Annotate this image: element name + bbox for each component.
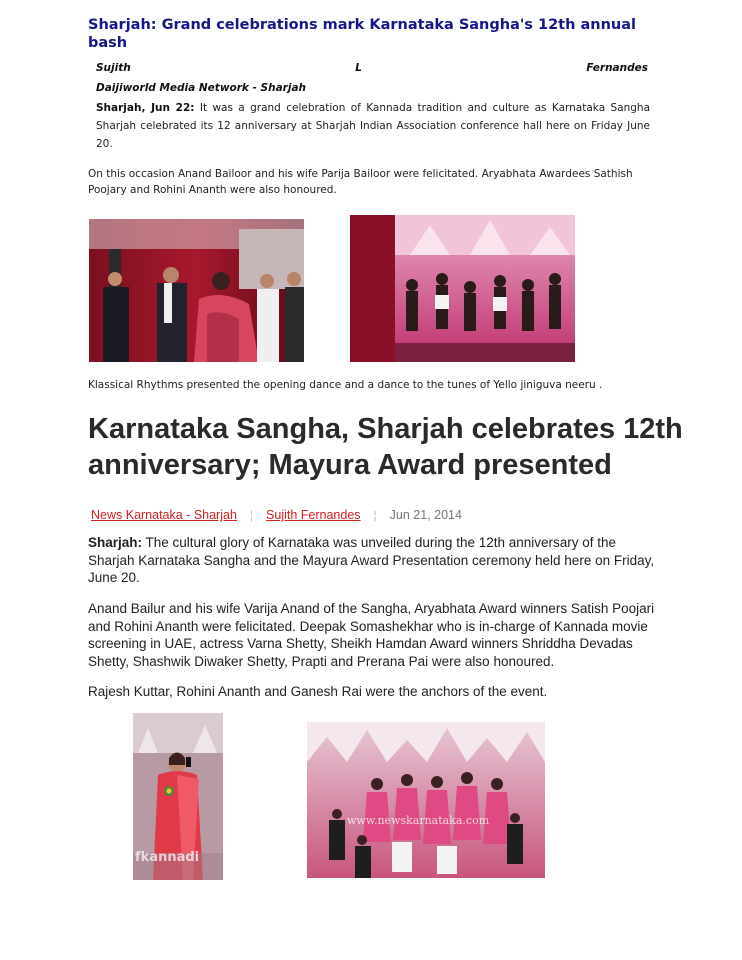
anchor-photo <box>133 713 223 880</box>
meta-separator: ¦ <box>373 508 377 522</box>
dance-stage-photo <box>350 215 575 362</box>
article1-lead-paragraph <box>96 99 650 153</box>
watermark-left: fkannadi <box>135 850 200 865</box>
author-link[interactable]: Sujith Fernandes <box>266 508 361 522</box>
group-dance-photo <box>307 722 545 878</box>
article2-paragraph-2: Anand Bailur and his wife Varija Anand of the Sangha, Aryabhata Award winners Satish Poojari and Rohini Ananth were felicitated. Deepak Somashekhar who is in-charge of Kannada movie screening in UAE, actress Varna Shetty, Sheikh Hamdan Award winners Shriddha Devadas Shetty, Shashwik Diwaker Shetty, Prapti and Prerana Pai were also honoured. <box>88 601 655 669</box>
article2-paragraph-3: Rajesh Kuttar, Rohini Ananth and Ganesh Rai were the anchors of the event. <box>88 684 548 699</box>
byline-last-name: Fernandes <box>586 62 648 74</box>
felicitation-photo <box>89 219 304 362</box>
source-link[interactable]: News Karnataka - Sharjah <box>91 508 237 522</box>
article1-byline <box>96 62 648 74</box>
article1-dateline: Sharjah, Jun 22: <box>96 102 195 114</box>
article1-network: Daijiworld Media Network - Sharjah <box>96 82 307 94</box>
byline-middle-initial: L <box>355 62 362 74</box>
article2-dateline: Sharjah: <box>88 535 143 550</box>
article1-lead-text: It was a grand celebration of Kannada tradition and culture as Karnataka Sangha Sharjah celebrated its 12 anniversary at Sharjah Indian Association conference hall here on Friday June 20. <box>96 102 651 150</box>
meta-separator: ¦ <box>249 508 254 522</box>
article2-headline: Karnataka Sangha, Sharjah celebrates 12th anniversary; Mayura Award presented <box>88 413 683 481</box>
article1-title: Sharjah: Grand celebrations mark Karnataka Sangha's 12th annual bash <box>88 17 636 51</box>
article2-p1-text: The cultural glory of Karnataka was unveiled during the 12th anniversary of the Sharjah Karnataka Sangha and the Mayura Award Presentation ceremony held here on Friday, June 20. <box>88 535 655 585</box>
byline-first-name: Sujith <box>96 62 131 74</box>
article1-paragraph: On this occasion Anand Bailoor and his wife Parija Bailoor were felicitated. Aryabhata Awardees Sathish Poojary and Rohini Ananth were also honoured. <box>88 168 633 196</box>
article1-caption: Klassical Rhythms presented the opening dance and a dance to the tunes of Yello jiniguva neeru . <box>88 379 603 391</box>
article2-paragraph-1 <box>88 534 660 587</box>
article2-meta <box>91 508 462 522</box>
watermark-right: www.newskarnataka.com <box>347 814 490 827</box>
publish-date: Jun 21, 2014 <box>389 508 462 522</box>
